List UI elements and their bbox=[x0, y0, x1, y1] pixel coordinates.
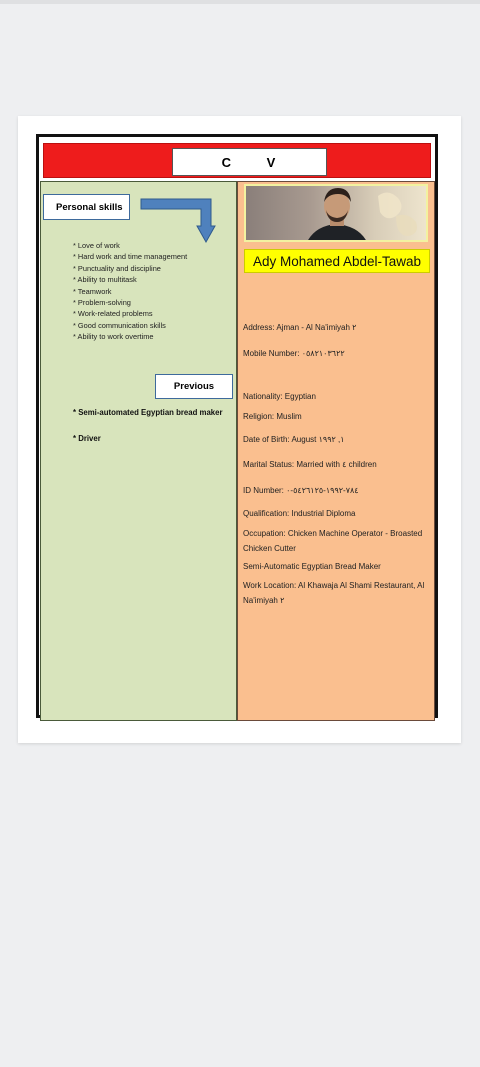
left-column bbox=[40, 181, 237, 721]
list-item: * Punctuality and discipline bbox=[73, 263, 161, 273]
marital-status-text: Marital Status: Married with ٤ children bbox=[243, 460, 377, 469]
nationality-text: Nationality: Egyptian bbox=[243, 392, 316, 401]
list-item: * Love of work bbox=[73, 241, 120, 250]
profile-photo-image bbox=[246, 186, 428, 242]
name-banner bbox=[244, 249, 430, 273]
previous-item: * Semi-automated Egyptian bread maker bbox=[73, 408, 223, 417]
document-page bbox=[18, 116, 461, 743]
religion-text: Religion: Muslim bbox=[243, 412, 302, 421]
list-item: * Work-related problems bbox=[73, 309, 153, 319]
dob-text: Date of Birth: August ١, ١٩٩٢ bbox=[243, 435, 345, 444]
id-number-text: ID Number: ٧٨٤-١٩٩٢-٥٤٢٦١٢٥-٠ bbox=[243, 486, 359, 495]
top-status-strip bbox=[0, 0, 480, 4]
personal-skills-callout bbox=[43, 194, 130, 220]
list-item: * Ability to multitask bbox=[73, 275, 137, 285]
list-item: * Teamwork bbox=[73, 286, 112, 296]
bread-maker-text: Semi-Automatic Egyptian Bread Maker bbox=[243, 562, 381, 571]
cv-title-box bbox=[172, 148, 327, 176]
qualification-text: Qualification: Industrial Diploma bbox=[243, 509, 356, 518]
mobile-text: Mobile Number: ٠٥٨٢١٠٣٦٢٢ bbox=[243, 349, 345, 358]
previous-callout bbox=[155, 374, 233, 399]
cv-title: C V bbox=[221, 154, 278, 170]
skills-list bbox=[73, 240, 187, 343]
list-item: * Problem-solving bbox=[73, 298, 131, 308]
personal-skills-label: Personal skills bbox=[56, 201, 123, 213]
list-item: * Hard work and time management bbox=[73, 252, 188, 262]
full-name: Ady Mohamed Abdel-Tawab bbox=[252, 253, 422, 269]
work-location-text: Work Location: Al Khawaja Al Shami Restaurant, Al Na'imiyah ٢ bbox=[243, 581, 425, 605]
list-item: * Good communication skills bbox=[73, 320, 166, 330]
occupation-text: Occupation: Chicken Machine Operator - Broasted Chicken Cutter bbox=[243, 529, 423, 553]
list-item: * Ability to work overtime bbox=[73, 332, 154, 342]
address-text: Address: Ajman - Al Na'imiyah ٢ bbox=[243, 323, 357, 332]
cv-header-banner bbox=[43, 143, 431, 178]
cv-frame bbox=[36, 134, 438, 718]
right-column bbox=[237, 181, 435, 721]
profile-photo bbox=[244, 184, 428, 242]
previous-item: * Driver bbox=[73, 434, 101, 443]
previous-label: Previous bbox=[173, 381, 215, 392]
